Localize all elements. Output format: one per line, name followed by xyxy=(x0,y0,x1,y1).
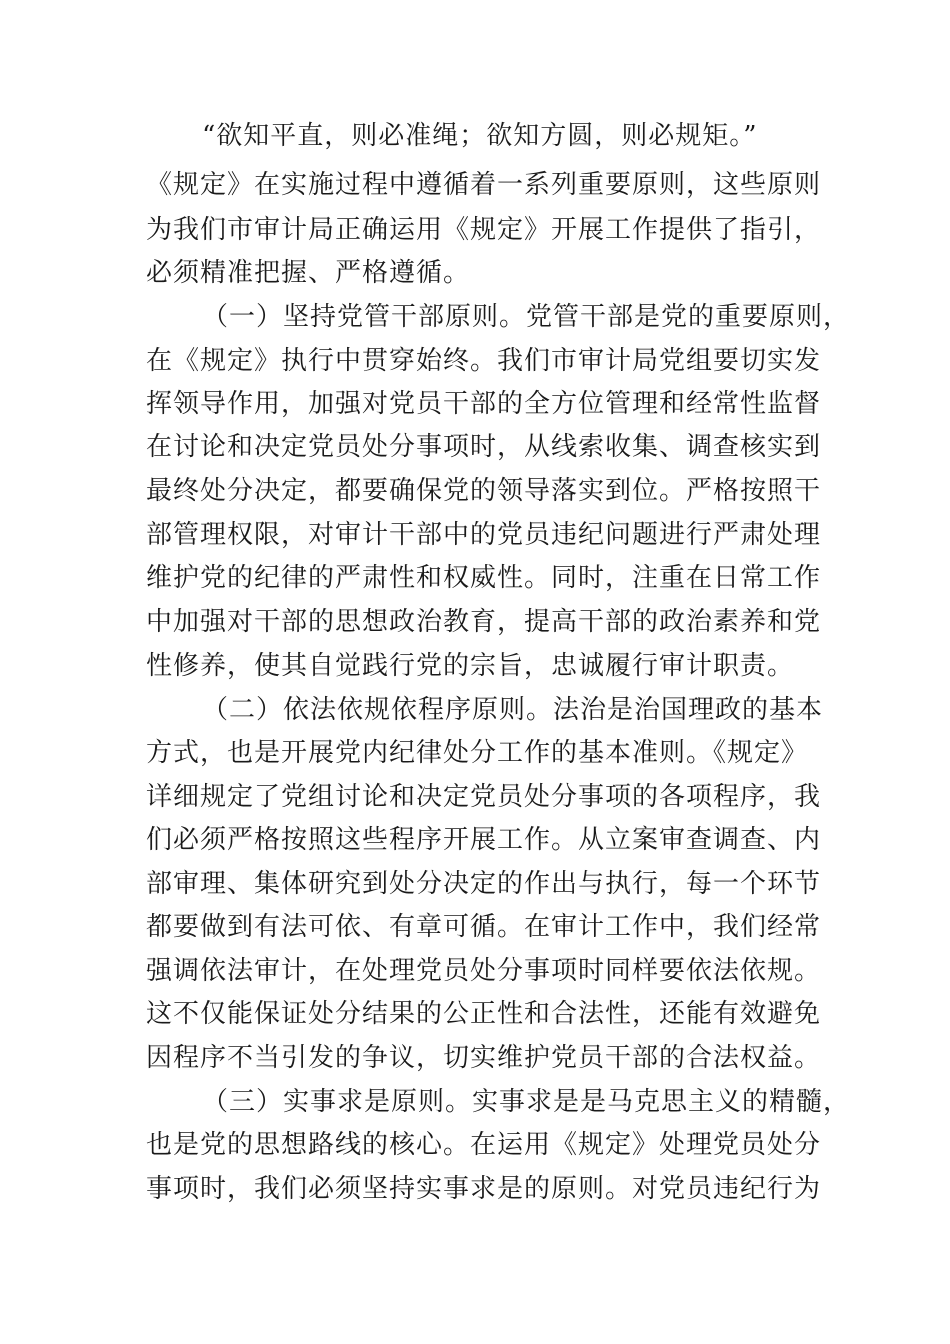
text-line: 挥领导作用，加强对党员干部的全方位管理和经常性监督 xyxy=(146,389,822,419)
text-line: 也是党的思想路线的核心。在运用《规定》处理党员处分 xyxy=(146,1130,822,1160)
text-line: 《规定》在实施过程中遵循着一系列重要原则，这些原则 xyxy=(146,170,822,200)
text-line: （二）依法依规依程序原则。法治是治国理政的基本 xyxy=(202,695,824,725)
text-line: 最终处分决定，都要确保党的领导落实到位。严格按照干 xyxy=(146,476,822,506)
text-line: （一）坚持党管干部原则。党管干部是党的重要原则， xyxy=(202,302,851,332)
text-line: 性修养，使其自觉践行党的宗旨，忠诚履行审计职责。 xyxy=(146,651,795,681)
text-line: 在讨论和决定党员处分事项时，从线索收集、调查核实到 xyxy=(146,432,822,462)
text-line: （三）实事求是原则。实事求是是马克思主义的精髓， xyxy=(202,1087,851,1117)
text-line: 这不仅能保证处分结果的公正性和合法性，还能有效避免 xyxy=(146,999,822,1029)
text-line: 强调依法审计，在处理党员处分事项时同样要依法依规。 xyxy=(146,956,822,986)
text-line: “欲知平直，则必准绳；欲知方圆，则必规矩。” xyxy=(202,121,758,151)
text-line: 事项时，我们必须坚持实事求是的原则。对党员违纪行为 xyxy=(146,1174,822,1204)
text-line: 部审理、集体研究到处分决定的作出与执行，每一个环节 xyxy=(146,869,822,899)
text-line: 都要做到有法可依、有章可循。在审计工作中，我们经常 xyxy=(146,912,822,942)
text-line: 们必须严格按照这些程序开展工作。从立案审查调查、内 xyxy=(146,825,822,855)
text-line: 因程序不当引发的争议，切实维护党员干部的合法权益。 xyxy=(146,1043,822,1073)
text-line: 为我们市审计局正确运用《规定》开展工作提供了指引， xyxy=(146,215,822,245)
text-line: 维护党的纪律的严肃性和权威性。同时，注重在日常工作 xyxy=(146,563,822,593)
text-line: 在《规定》执行中贯穿始终。我们市审计局党组要切实发 xyxy=(146,346,822,376)
text-line: 中加强对干部的思想政治教育，提高干部的政治素养和党 xyxy=(146,607,822,637)
text-line: 方式，也是开展党内纪律处分工作的基本准则。《规定》 xyxy=(146,738,809,768)
text-line: 详细规定了党组讨论和决定党员处分事项的各项程序，我 xyxy=(146,782,822,812)
text-line: 部管理权限，对审计干部中的党员违纪问题进行严肃处理 xyxy=(146,520,822,550)
text-line: 必须精准把握、严格遵循。 xyxy=(146,258,471,288)
